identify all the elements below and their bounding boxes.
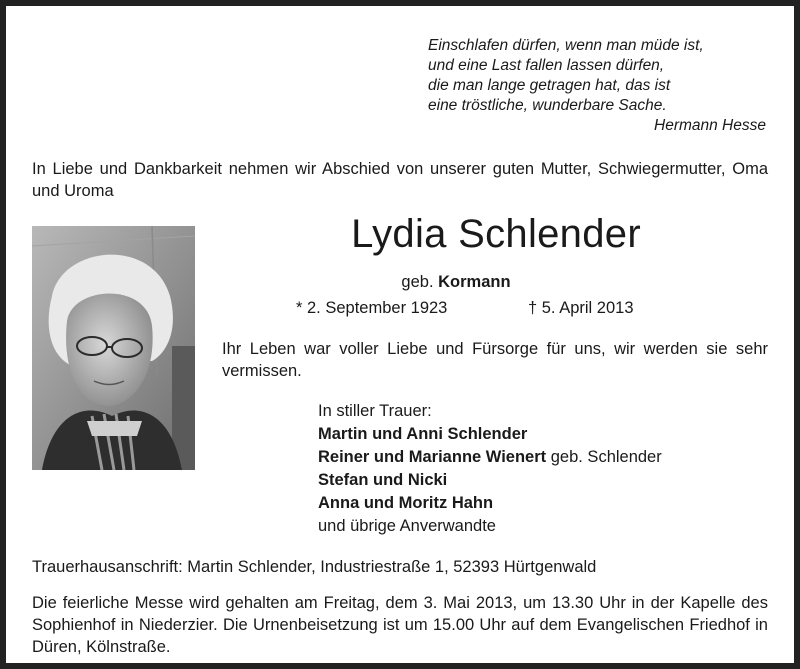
life-dates — [296, 297, 676, 319]
mourner-family — [318, 446, 778, 469]
mourning-address: Trauerhausanschrift: Martin Schlender, Industriestraße 1, 52393 Hürtgenwald — [32, 558, 597, 576]
maiden-name-line — [226, 271, 686, 293]
born-prefix: geb. — [401, 273, 434, 291]
mourners-others: und übrige Anverwandte — [318, 517, 496, 535]
mourners-heading: In stiller Trauer: — [318, 402, 432, 420]
life-text: Ihr Leben war voller Liebe und Fürsorge für uns, wir werden sie sehr vermissen. — [222, 340, 768, 380]
intro-text: In Liebe und Dankbarkeit nehmen wir Abschied von unserer guten Mutter, Schwiegermutter, Oma und Uroma — [32, 160, 768, 200]
poem-author: Hermann Hesse — [654, 117, 766, 134]
mourner-name: Martin und Anni Schlender — [318, 425, 528, 443]
deceased-name: Lydia Schlender — [351, 212, 641, 256]
mourner-family — [318, 492, 778, 515]
portrait-photo — [32, 226, 195, 470]
mourner-family — [318, 469, 778, 492]
mourner-name: Anna und Moritz Hahn — [318, 494, 494, 512]
maiden-name: Kormann — [438, 273, 511, 291]
mourner-name: Stefan und Nicki — [318, 471, 448, 489]
poem-quote — [428, 36, 768, 136]
poem-line: eine tröstliche, wunderbare Sache. — [428, 97, 667, 114]
mourner-note: geb. Schlender — [550, 448, 662, 466]
mourner-name: Reiner und Marianne Wienert — [318, 448, 547, 466]
mourners-list — [318, 400, 778, 538]
poem-line: Einschlafen dürfen, wenn man müde ist, — [428, 37, 704, 54]
mourner-family — [318, 423, 778, 446]
service-details: Die feierliche Messe wird gehalten am Freitag, dem 3. Mai 2013, um 13.30 Uhr in der Kapelle des Sophienhof in Niederzier. Die Urnenbeisetzung ist um 15.00 Uhr auf dem Evangelischen Friedhof in Düren, Kölnstraße. — [32, 594, 768, 656]
poem-line: die man lange getragen hat, das ist — [428, 77, 671, 94]
birth-date: * 2. September 1923 — [296, 299, 448, 317]
poem-line: und eine Last fallen lassen dürfen, — [428, 57, 665, 74]
death-date: † 5. April 2013 — [528, 299, 634, 317]
